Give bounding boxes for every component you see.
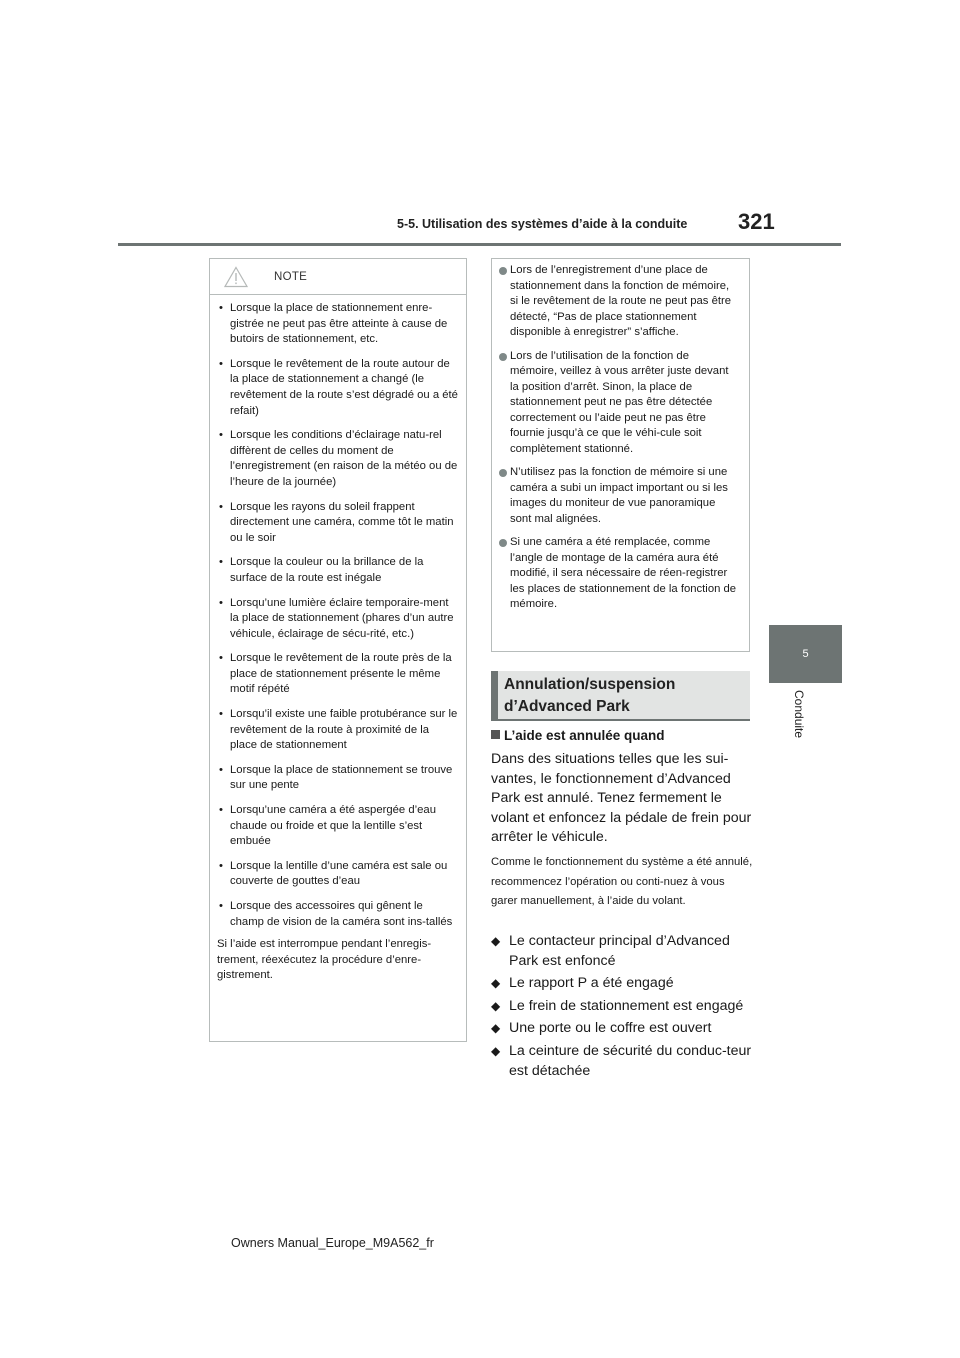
note-header (210, 259, 466, 295)
conditions-list (491, 932, 753, 1084)
section-header: 5-5. Utilisation des systèmes d’aide à la conduite (397, 217, 688, 231)
subheading-text: L’aide est annulée quand (504, 728, 665, 743)
note-item: • Lorsque la lentille d’une caméra est sale ou couverte de gouttes d’eau (217, 859, 459, 890)
note-item: • Lorsque le revêtement de la route autour de la place de stationnement a changé (le revêtement de la route s’est dégradé ou a été refait) (217, 357, 459, 419)
page-number: 321 (738, 209, 775, 234)
note-item: • Lorsque les rayons du soleil frappent directement une caméra, comme tôt le matin ou le soir (217, 500, 459, 547)
condition-item: ◆ Le rapport P a été engagé (491, 974, 753, 994)
note-item: • Lorsqu’une caméra a été aspergée d’eau chaude ou froide et que la lentille s’est embuée (217, 803, 459, 850)
info-item: N’utilisez pas la fonction de mémoire si une caméra a subi un impact important ou si les images du moniteur de vue panoramique sont mal alignées. (499, 465, 739, 527)
note-item: • Lorsque les conditions d’éclairage natu-rel diffèrent de celles du moment de l’enregistrement (en raison de la météo ou de l’heure de la journée) (217, 428, 459, 490)
note-item: • Lorsqu’il existe une faible protubérance sur le revêtement de la route à proximité de la place de stationnement (217, 707, 459, 754)
condition-item: ◆ Le contacteur principal d’Advanced Park est enfoncé (491, 932, 753, 971)
note-item: • Lorsque la couleur ou la brillance de la surface de la route est inégale (217, 555, 459, 586)
manual-footer: Owners Manual_Europe_M9A562_fr (231, 1236, 434, 1250)
condition-item: ◆ Une porte ou le coffre est ouvert (491, 1019, 753, 1039)
info-item: Si une caméra a été remplacée, comme l’angle de montage de la caméra aura été modifié, il sera nécessaire de réen-registrer les places de stationnement de la fonction de mémoire. (499, 535, 739, 613)
note-title: NOTE (274, 270, 308, 283)
note-list (210, 295, 466, 930)
warning-triangle-icon (224, 266, 248, 288)
note-item: • Lorsque des accessoires qui gênent le champ de vision de la caméra sont ins-tallés (217, 899, 459, 930)
note-item: • Lorsqu’une lumière éclaire temporaire-ment la place de stationnement (phares d’un autre véhicule, éclairage de sécu-rité, etc.) (217, 596, 459, 643)
note-footer: Si l’aide est interrompue pendant l’enregis-trement, réexécutez la procédure d’enre-gistrement. (217, 938, 432, 982)
info-item: Lors de l’enregistrement d’une place de stationnement dans la fonction de mémoire, si le revêtement de la route ne peut pas être détecté, “Pas de place stationnement disponible à enregistrer” s’affiche. (499, 263, 739, 341)
header-divider (118, 243, 841, 246)
note-item: • Lorsque la place de stationnement enre-gistrée ne peut pas être atteinte à cause de butoirs de stationnement, etc. (217, 301, 459, 348)
note-item: • Lorsque la place de stationnement se trouve sur une pente (217, 763, 459, 794)
small-paragraph: Comme le fonctionnement du système a été annulé, recommencez l’opération ou conti-nuez à vous garer manuellement, à l’aide du volant. (491, 856, 753, 908)
square-bullet-icon (491, 730, 500, 739)
condition-item: ◆ La ceinture de sécurité du conduc-teur est détachée (491, 1042, 753, 1081)
info-item: Lors de l’utilisation de la fonction de mémoire, veillez à vous arrêter juste devant la position d’arrêt. Sinon, la place de stationnement peut ne pas être détectée correctement ou l’aide peut ne pas être fournie jusqu’à ce que le véhi-cule soit complètement stationné. (499, 349, 739, 458)
body-paragraph: Dans des situations telles que les sui-vantes, le fonctionnement d’Advanced Park est annulé. Tenez fermement le volant et enfoncez la pédale de frein pour arrêter le véhicule. (491, 751, 752, 846)
section-heading: Annulation/suspension d’Advanced Park (491, 671, 750, 721)
chapter-tab[interactable]: 5 (769, 625, 842, 683)
subheading (491, 728, 665, 743)
note-item: • Lorsque le revêtement de la route près de la place de stationnement présente le même motif répété (217, 651, 459, 698)
note-box (209, 258, 467, 1042)
chapter-label: Conduite (792, 690, 806, 739)
info-box (491, 258, 750, 652)
condition-item: ◆ Le frein de stationnement est engagé (491, 997, 753, 1017)
